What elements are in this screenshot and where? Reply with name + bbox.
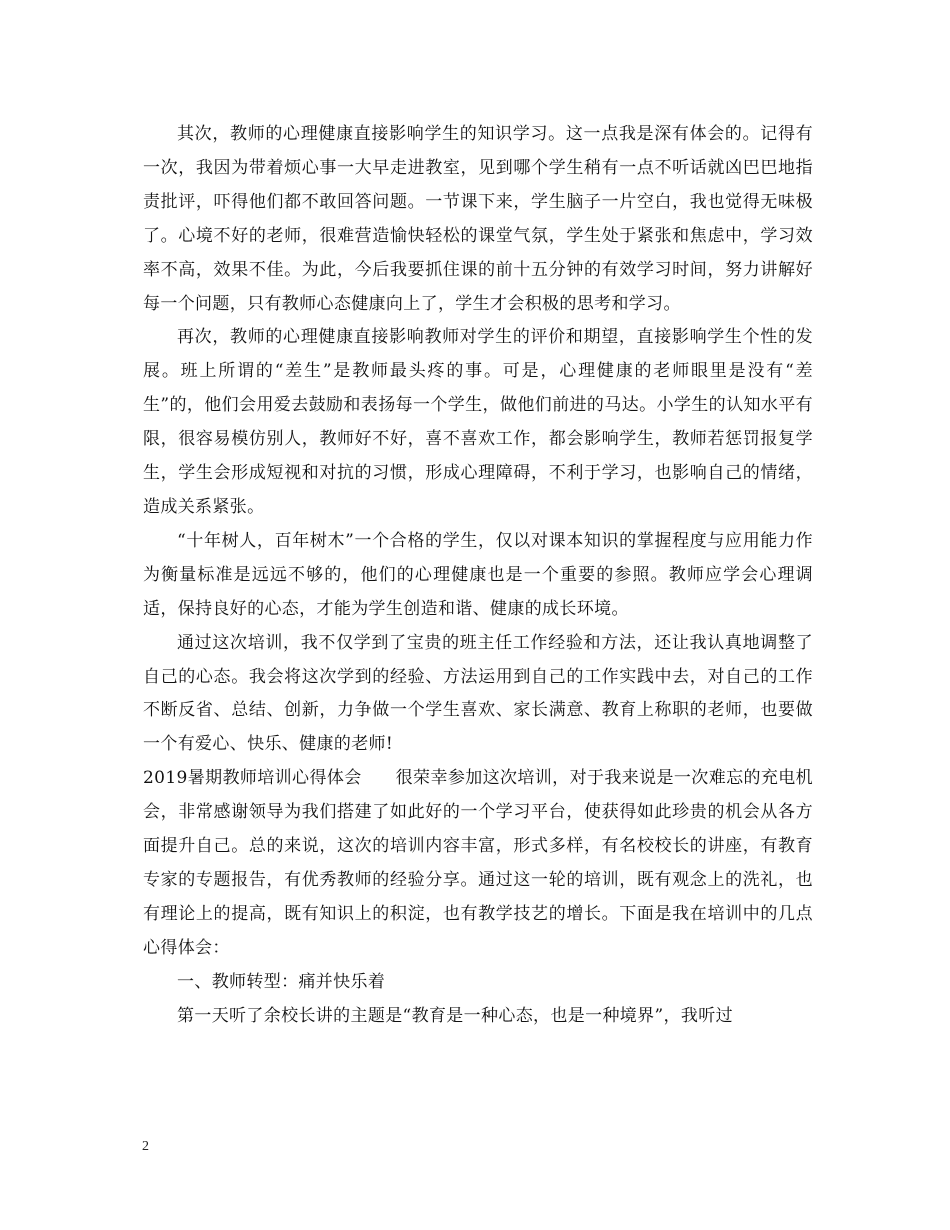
article-intro: 很荣幸参加这次培训，对于我来说是一次难忘的充电机会，非常感谢领导为我们搭建了如此好的一个学习平台，使获得如此珍贵的机会从各方面提升自己。总的来说，这次的培训内容丰富，形式多样，有名校校长的讲座，有教育专家的专题报告，有优秀教师的经验分享。通过这一轮的培训，既有观念上的洗礼，也有理论上的提高，既有知识上的积淀，也有教学技艺的增长。下面是我在培训中的几点心得体会： bbox=[143, 768, 813, 958]
section-heading: 一、教师转型：痛并快乐着 bbox=[177, 971, 386, 992]
page-number: 2 bbox=[142, 1139, 149, 1154]
paragraph-article-start bbox=[143, 762, 813, 965]
paragraph-first-day: 第一天听了余校长讲的主题是“教育是一种心态，也是一种境界”，我听过 bbox=[177, 1005, 733, 1026]
paragraph-thirdly: 再次，教师的心理健康直接影响教师对学生的评价和期望，直接影响学生个性的发展。班上所谓的“差生”是教师最头疼的事。可是，心理健康的老师眼里是没有“差生”的，他们会用爱去鼓励和表扬每一个学生，做他们前进的马达。小学生的认知水平有限，很容易模仿别人，教师好不好，喜不喜欢工作，都会影响学生，教师若惩罚报复学生，学生会形成短视和对抗的习惯，形成心理障碍，不利于学习，也影响自己的情绪，造成关系紧张。 bbox=[143, 327, 813, 517]
paragraph-ten-years: “十年树人，百年树木”一个合格的学生，仅以对课本知识的掌握程度与应用能力作为衡量标准是远远不够的，他们的心理健康也是一个重要的参照。教师应学会心理调适，保持良好的心态，才能为学生创造和谐、健康的成长环境。 bbox=[143, 530, 813, 619]
document-body bbox=[143, 118, 813, 1033]
paragraph-secondly: 其次，教师的心理健康直接影响学生的知识学习。这一点我是深有体会的。记得有一次，我因为带着烦心事一大早走进教室，见到哪个学生稍有一点不听话就凶巴巴地指责批评，吓得他们都不敢回答问题。一节课下来，学生脑子一片空白，我也觉得无味极了。心境不好的老师，很难营造愉快轻松的课堂气氛，学生处于紧张和焦虑中，学习效率不高，效果不佳。为此，今后我要抓住课的前十五分钟的有效学习时间，努力讲解好每一个问题，只有教师心态健康向上了，学生才会积极的思考和学习。 bbox=[143, 124, 813, 314]
article-title: 2019暑期教师培训心得体会 bbox=[143, 768, 362, 789]
paragraph-training-summary: 通过这次培训，我不仅学到了宝贵的班主任工作经验和方法，还让我认真地调整了自己的心态。我会将这次学到的经验、方法运用到自己的工作实践中去，对自己的工作不断反省、总结、创新，力争做一个学生喜欢、家长满意、教育上称职的老师，也要做一个有爱心、快乐、健康的老师! bbox=[143, 632, 813, 755]
